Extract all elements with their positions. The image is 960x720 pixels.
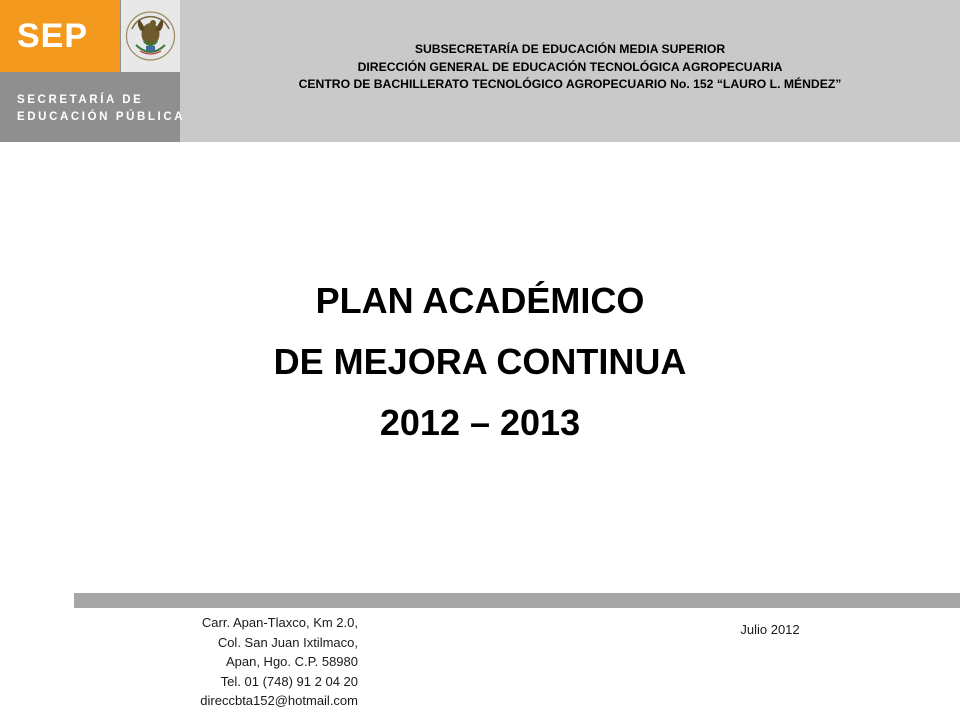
- institution-header: [196, 41, 944, 94]
- institution-line-1: SUBSECRETARÍA DE EDUCACIÓN MEDIA SUPERIOR: [414, 42, 726, 56]
- phone-line: Tel. 01 (748) 91 2 04 20: [220, 673, 358, 689]
- sep-name: [17, 92, 186, 126]
- sep-name-line-2: EDUCACIÓN PÚBLICA: [17, 111, 186, 123]
- institution-line-2: DIRECCIÓN GENERAL DE EDUCACIÓN TECNOLÓGICA AGROPECUARIA: [357, 59, 783, 74]
- institution-line-3: CENTRO DE BACHILLERATO TECNOLÓGICO AGROPECUARIO No. 152 “LAURO L. MÉNDEZ”: [298, 77, 842, 91]
- sep-logo-orange-block: [0, 0, 120, 72]
- sep-name-line-1: SECRETARÍA DE: [17, 94, 144, 106]
- document-title: [0, 270, 960, 453]
- title-line-3: 2012 – 2013: [379, 402, 581, 443]
- address-line-2: Col. San Juan Ixtilmaco,: [217, 634, 358, 650]
- title-line-1: PLAN ACADÉMICO: [315, 280, 645, 321]
- address-block: [120, 613, 358, 711]
- address-line-1: Carr. Apan-Tlaxco, Km 2.0,: [201, 615, 358, 630]
- address-line-3: Apan, Hgo. C.P. 58980: [225, 654, 358, 669]
- email-line: direccbta152@hotmail.com: [200, 693, 358, 708]
- document-date: Julio 2012: [740, 622, 800, 637]
- footer-divider-bar: [74, 593, 960, 608]
- sep-acronym: SEP: [17, 17, 89, 55]
- mexican-coat-of-arms-seal-icon: [124, 3, 177, 69]
- title-line-2: DE MEJORA CONTINUA: [273, 341, 687, 382]
